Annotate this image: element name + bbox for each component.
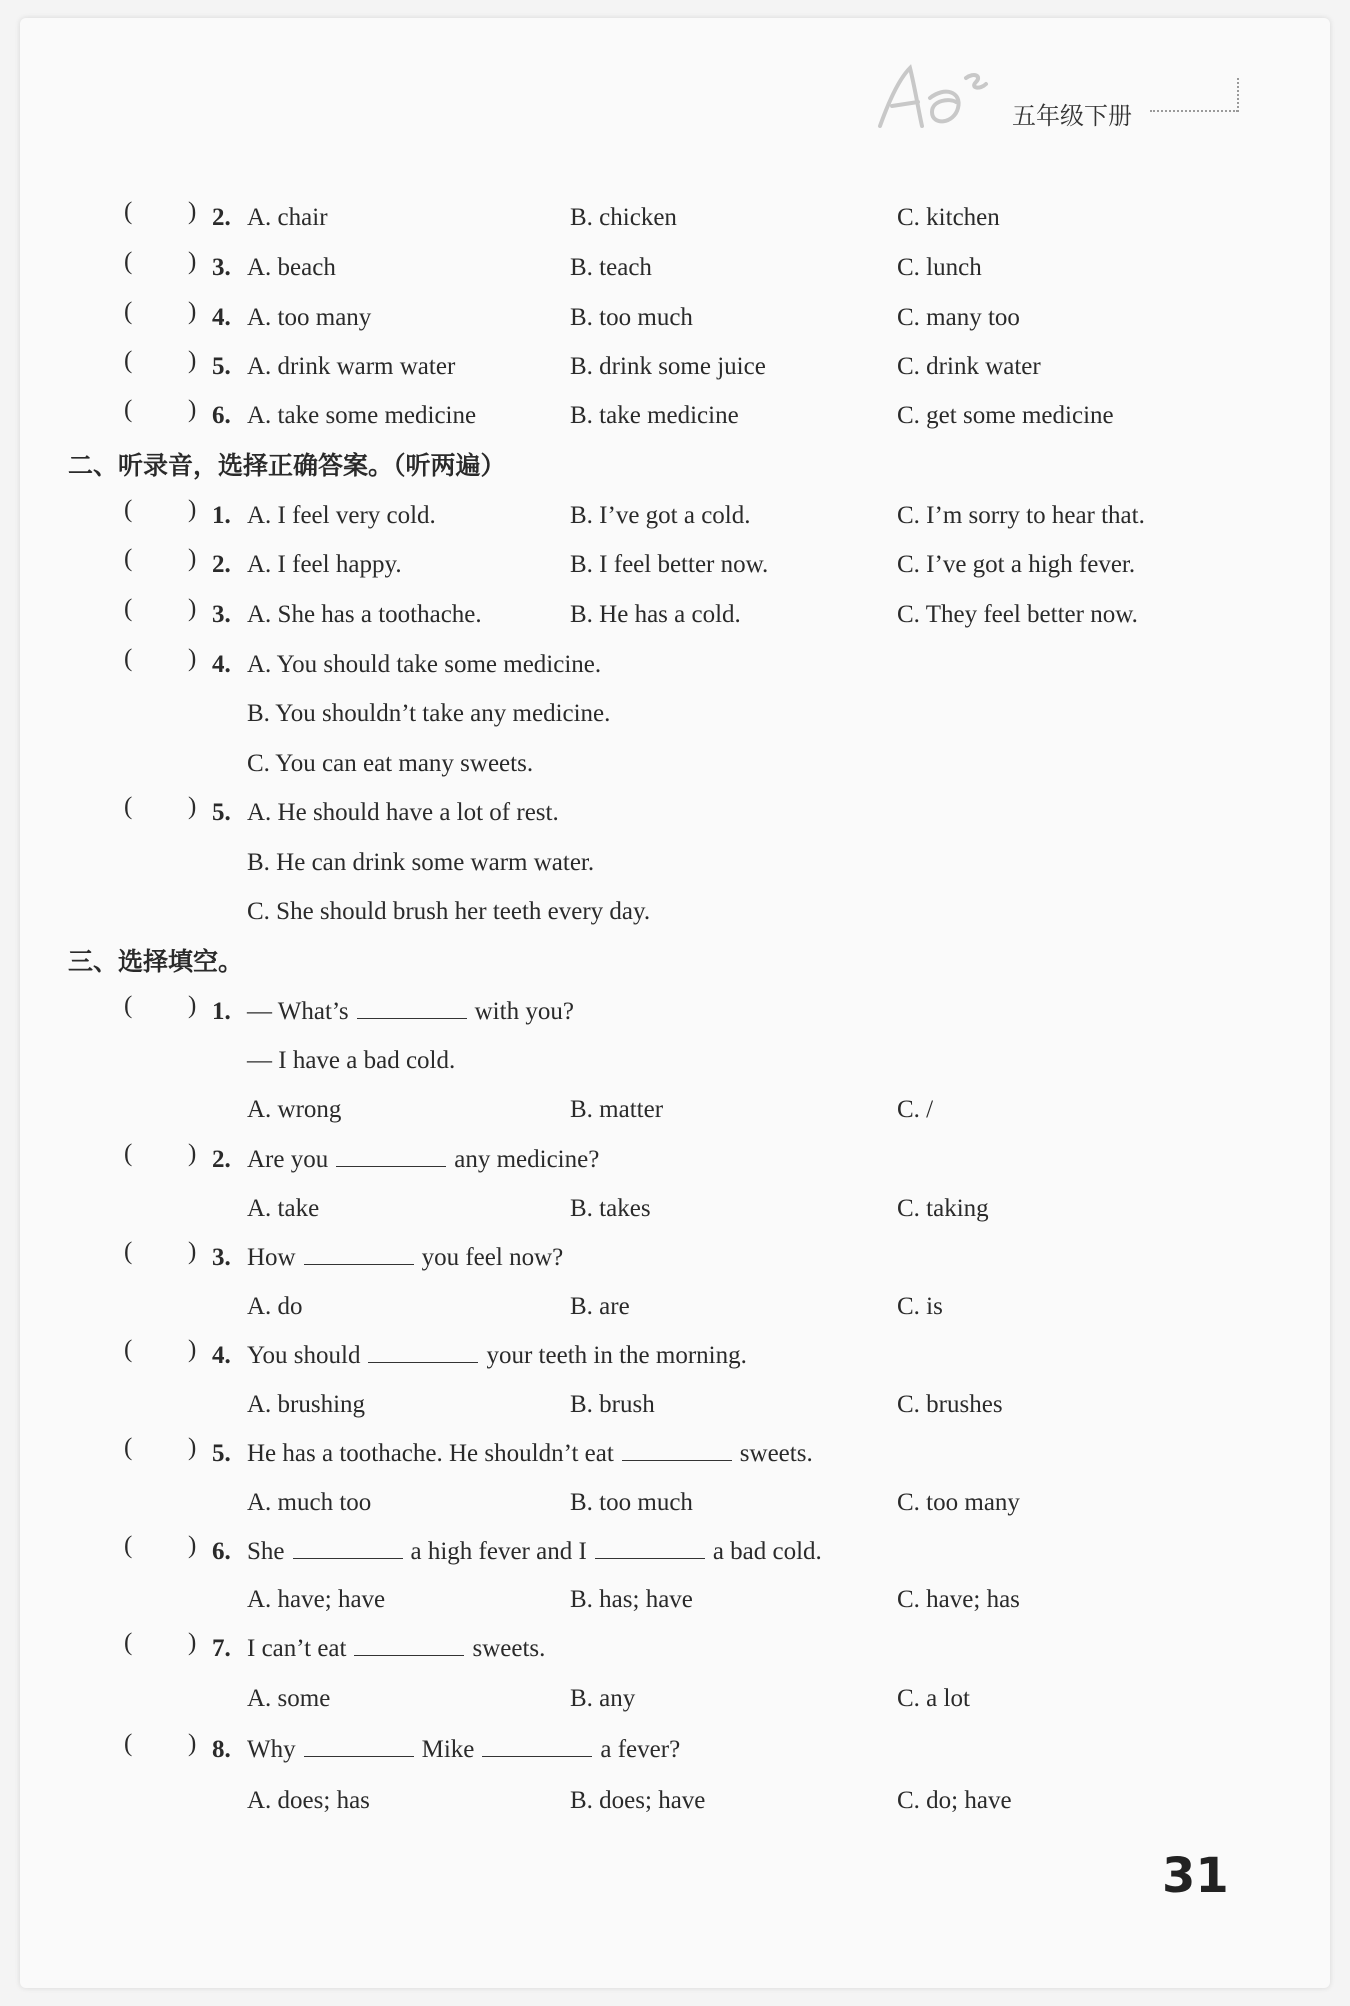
option-a: A. does; has — [247, 1787, 370, 1814]
answer-paren-open[interactable]: ( — [124, 1140, 133, 1167]
question-stem — [247, 1532, 822, 1572]
answer-blank[interactable] — [293, 1532, 403, 1559]
option-b: B. chicken — [570, 204, 677, 231]
option-c: C. get some medicine — [897, 402, 1114, 429]
answer-paren-close: ) — [188, 545, 197, 572]
option-b: B. drink some juice — [570, 353, 766, 380]
option-a: A. drink warm water — [247, 353, 456, 380]
option-a: A. She has a toothache. — [247, 601, 482, 628]
answer-paren-open[interactable]: ( — [124, 198, 133, 225]
option-c: C. I’m sorry to hear that. — [897, 502, 1145, 529]
page-number: 31 — [1162, 1848, 1229, 1904]
header-divider — [1150, 110, 1238, 112]
option-c: C. kitchen — [897, 204, 1000, 231]
option-a: A. take some medicine — [247, 402, 477, 429]
option-c: C. lunch — [897, 254, 982, 281]
stem-text: any medicine? — [454, 1146, 600, 1173]
option-a: A. brushing — [247, 1391, 366, 1418]
answer-paren-close: ) — [188, 198, 197, 225]
question-number: 2. — [212, 204, 231, 231]
option-c: C. too many — [897, 1489, 1020, 1516]
answer-blank[interactable] — [336, 1140, 446, 1167]
question-number: 4. — [212, 651, 231, 678]
grade-label: 五年级下册 — [1012, 102, 1132, 130]
answer-blank[interactable] — [368, 1336, 478, 1363]
answer-paren-close: ) — [188, 1336, 197, 1363]
option-c: C. a lot — [897, 1685, 970, 1712]
dialogue-reply: — I have a bad cold. — [247, 1047, 456, 1074]
answer-paren-close: ) — [188, 1629, 197, 1656]
question-number: 4. — [212, 304, 231, 331]
answer-blank[interactable] — [304, 1730, 414, 1757]
stem-text: How — [247, 1244, 296, 1271]
option-b: B. too much — [570, 304, 693, 331]
question-number: 7. — [212, 1635, 231, 1662]
answer-blank[interactable] — [482, 1730, 592, 1757]
answer-paren-open[interactable]: ( — [124, 1532, 133, 1559]
stem-text: sweets. — [472, 1635, 546, 1662]
answer-paren-open[interactable]: ( — [124, 1629, 133, 1656]
option-b: B. take medicine — [570, 402, 739, 429]
brand-logo-icon — [870, 58, 1000, 138]
question-number: 4. — [212, 1342, 231, 1369]
question-stem — [247, 1629, 545, 1669]
answer-paren-close: ) — [188, 396, 197, 423]
answer-paren-open[interactable]: ( — [124, 347, 133, 374]
option-c: C. taking — [897, 1195, 989, 1222]
option-b: B. You shouldn’t take any medicine. — [247, 700, 611, 727]
option-a: A. I feel happy. — [247, 551, 402, 578]
question-stem — [247, 1140, 599, 1180]
option-c: C. do; have — [897, 1787, 1012, 1814]
option-a: A. too many — [247, 304, 372, 331]
answer-paren-open[interactable]: ( — [124, 298, 133, 325]
option-a: A. have; have — [247, 1586, 386, 1613]
stem-text: — What’s — [247, 998, 349, 1025]
option-c: C. She should brush her teeth every day. — [247, 898, 651, 925]
stem-text: with you? — [474, 998, 574, 1025]
answer-paren-close: ) — [188, 248, 197, 275]
answer-paren-close: ) — [188, 793, 197, 820]
question-stem — [247, 992, 574, 1032]
option-b: B. takes — [570, 1195, 651, 1222]
question-number: 6. — [212, 402, 231, 429]
option-a: A. beach — [247, 254, 336, 281]
answer-paren-open[interactable]: ( — [124, 496, 133, 523]
question-number: 1. — [212, 998, 231, 1025]
option-a: A. chair — [247, 204, 328, 231]
option-c: C. I’ve got a high fever. — [897, 551, 1136, 578]
stem-text: I can’t eat — [247, 1635, 347, 1662]
question-number: 2. — [212, 551, 231, 578]
question-number: 5. — [212, 1440, 231, 1467]
question-number: 8. — [212, 1736, 231, 1763]
stem-text: Are you — [247, 1146, 329, 1173]
option-a: A. take — [247, 1195, 320, 1222]
option-c: C. drink water — [897, 353, 1041, 380]
option-c: C. have; has — [897, 1586, 1020, 1613]
answer-paren-open[interactable]: ( — [124, 545, 133, 572]
answer-blank[interactable] — [622, 1434, 732, 1461]
question-number: 5. — [212, 799, 231, 826]
answer-paren-close: ) — [188, 595, 197, 622]
answer-paren-close: ) — [188, 298, 197, 325]
option-b: B. does; have — [570, 1787, 706, 1814]
option-b: B. I’ve got a cold. — [570, 502, 751, 529]
option-b: B. matter — [570, 1096, 664, 1123]
section-3-title: 三、选择填空。 — [68, 947, 244, 976]
answer-blank[interactable] — [354, 1629, 464, 1656]
question-number: 3. — [212, 1244, 231, 1271]
stem-text: He has a toothache. He shouldn’t eat — [247, 1440, 614, 1467]
section-2-title: 二、听录音，选择正确答案。（听两遍） — [68, 451, 506, 480]
answer-paren-close: ) — [188, 1532, 197, 1559]
answer-paren-close: ) — [188, 1730, 197, 1757]
question-stem — [247, 1434, 813, 1474]
question-number: 1. — [212, 502, 231, 529]
stem-text: you feel now? — [421, 1244, 564, 1271]
option-b: B. any — [570, 1685, 636, 1712]
option-c: C. brushes — [897, 1391, 1003, 1418]
stem-text: You should — [247, 1342, 361, 1369]
answer-blank[interactable] — [357, 992, 467, 1019]
option-c: C. many too — [897, 304, 1020, 331]
option-b: B. He has a cold. — [570, 601, 741, 628]
stem-text: your teeth in the morning. — [486, 1342, 747, 1369]
option-c: C. You can eat many sweets. — [247, 750, 534, 777]
answer-paren-close: ) — [188, 645, 197, 672]
answer-paren-close: ) — [188, 1140, 197, 1167]
option-b: B. are — [570, 1293, 630, 1320]
option-b: B. teach — [570, 254, 652, 281]
answer-paren-close: ) — [188, 347, 197, 374]
stem-text: Mike — [421, 1736, 475, 1763]
question-stem — [247, 1238, 563, 1278]
answer-paren-open[interactable]: ( — [124, 793, 133, 820]
stem-text: sweets. — [739, 1440, 813, 1467]
option-b: B. has; have — [570, 1586, 693, 1613]
question-number: 5. — [212, 353, 231, 380]
option-a: A. I feel very cold. — [247, 502, 436, 529]
option-a: A. some — [247, 1685, 331, 1712]
option-b: B. He can drink some warm water. — [247, 849, 595, 876]
option-a: A. wrong — [247, 1096, 342, 1123]
answer-paren-open[interactable]: ( — [124, 1434, 133, 1461]
answer-paren-open[interactable]: ( — [124, 1238, 133, 1265]
answer-paren-open[interactable]: ( — [124, 1730, 133, 1757]
answer-paren-open[interactable]: ( — [124, 248, 133, 275]
option-a: A. He should have a lot of rest. — [247, 799, 559, 826]
page-header — [870, 58, 1240, 138]
stem-text: a bad cold. — [712, 1538, 822, 1565]
stem-text: She — [247, 1538, 285, 1565]
option-a: A. much too — [247, 1489, 372, 1516]
answer-paren-open[interactable]: ( — [124, 992, 133, 1019]
question-number: 3. — [212, 254, 231, 281]
answer-paren-close: ) — [188, 992, 197, 1019]
question-number: 6. — [212, 1538, 231, 1565]
question-number: 3. — [212, 601, 231, 628]
answer-blank[interactable] — [595, 1532, 705, 1559]
option-c: C. is — [897, 1293, 943, 1320]
answer-blank[interactable] — [304, 1238, 414, 1265]
option-b: B. brush — [570, 1391, 655, 1418]
answer-paren-close: ) — [188, 1434, 197, 1461]
header-divider-vertical — [1237, 78, 1239, 112]
option-a: A. do — [247, 1293, 303, 1320]
answer-paren-open[interactable]: ( — [124, 396, 133, 423]
answer-paren-open[interactable]: ( — [124, 1336, 133, 1363]
answer-paren-open[interactable]: ( — [124, 645, 133, 672]
option-b: B. I feel better now. — [570, 551, 769, 578]
stem-text: a fever? — [600, 1736, 681, 1763]
question-stem — [247, 1730, 680, 1770]
option-c: C. They feel better now. — [897, 601, 1138, 628]
question-number: 2. — [212, 1146, 231, 1173]
option-c: C. / — [897, 1096, 934, 1123]
option-a: A. You should take some medicine. — [247, 651, 602, 678]
answer-paren-open[interactable]: ( — [124, 595, 133, 622]
option-b: B. too much — [570, 1489, 693, 1516]
answer-paren-close: ) — [188, 1238, 197, 1265]
stem-text: Why — [247, 1736, 296, 1763]
question-stem — [247, 1336, 747, 1376]
answer-paren-close: ) — [188, 496, 197, 523]
stem-text: a high fever and I — [410, 1538, 587, 1565]
